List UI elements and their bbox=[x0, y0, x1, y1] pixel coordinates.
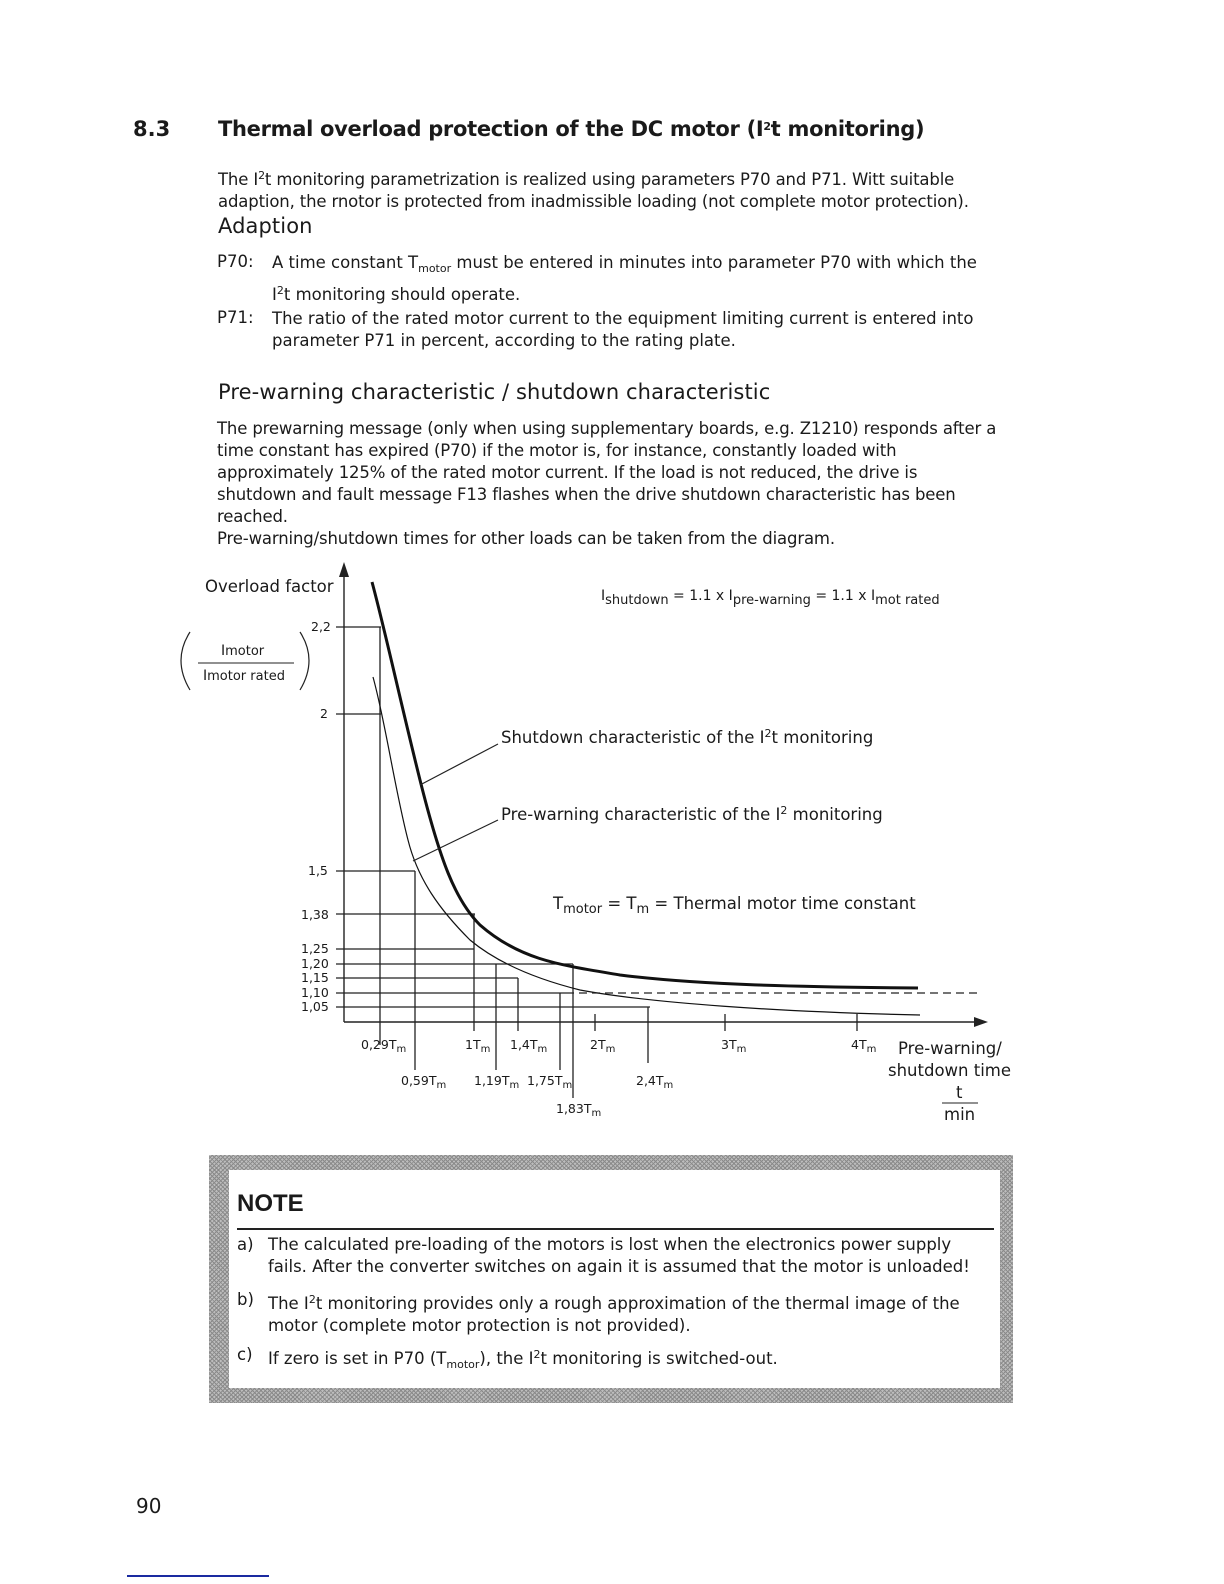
intro-sup: 2 bbox=[258, 169, 265, 182]
p71-line: parameter P71 in percent, according to the rating plate. bbox=[272, 331, 736, 350]
p71-label: P71: bbox=[217, 308, 254, 327]
shutdown-curve bbox=[372, 582, 918, 988]
x-tick-text: 4T bbox=[851, 1037, 867, 1052]
x-axis-title-line1: Pre-warning/ bbox=[898, 1039, 1002, 1058]
note-sup: 2 bbox=[308, 1293, 316, 1306]
y-frac-sub: motor rated bbox=[207, 669, 285, 684]
formula-sub: mot rated bbox=[875, 593, 940, 608]
note-sup: 2 bbox=[533, 1348, 541, 1361]
note-line: motor (complete motor protection is not provided). bbox=[268, 1316, 691, 1335]
label-text: monitoring bbox=[787, 805, 883, 824]
note-title: NOTE bbox=[237, 1190, 304, 1217]
note-text: t monitoring is switched-out. bbox=[540, 1349, 778, 1368]
x-tick-text: 3T bbox=[721, 1037, 737, 1052]
label-text: Shutdown characteristic of the I bbox=[501, 728, 765, 747]
page-number: 90 bbox=[136, 1494, 162, 1518]
label-text: T bbox=[553, 894, 564, 913]
note-content bbox=[229, 1170, 1000, 1388]
x-tick bbox=[465, 1037, 490, 1055]
p70-text-part: I bbox=[272, 285, 277, 304]
para-line: Pre-warning/shutdown times for other loads can be taken from the diagram. bbox=[217, 529, 835, 548]
adaption-heading: Adaption bbox=[218, 214, 313, 238]
formula-sub: shutdown bbox=[605, 593, 669, 608]
y-tick: 2 bbox=[320, 706, 328, 721]
p70-label: P70: bbox=[217, 252, 254, 271]
x-tick-sub: m bbox=[866, 1044, 877, 1055]
label-sup: 2 bbox=[780, 804, 788, 817]
x-tick-sub: m bbox=[562, 1080, 573, 1091]
y-frac-i: I bbox=[221, 643, 226, 659]
y-axis-arrow-icon bbox=[339, 562, 349, 577]
label-sub: motor bbox=[563, 902, 603, 917]
formula-sub: pre-warning bbox=[732, 593, 811, 608]
note-text: If zero is set in P70 (T bbox=[268, 1349, 447, 1368]
p70-text-part: must be entered in minutes into parameter P70 with which the bbox=[451, 253, 977, 272]
x-tick-text: 1T bbox=[465, 1037, 481, 1052]
para-line: The prewarning message (only when using supplementary boards, e.g. Z1210) responds after a bbox=[217, 419, 997, 438]
para-line: time constant has expired (P70) if the motor is, for instance, constantly loaded with bbox=[217, 441, 897, 460]
p70-sub: motor bbox=[418, 262, 452, 275]
note-item-label: c) bbox=[237, 1345, 253, 1364]
x-tick bbox=[721, 1037, 746, 1055]
note-item-label: b) bbox=[237, 1290, 254, 1309]
x-tick bbox=[590, 1037, 615, 1055]
label-text: = T bbox=[602, 894, 637, 913]
x-tick-sub: m bbox=[509, 1080, 520, 1091]
y-tick: 1,5 bbox=[308, 863, 328, 878]
p70-text-part: A time constant T bbox=[272, 253, 419, 272]
label-sub: m bbox=[636, 902, 650, 917]
prewarning-leader-line bbox=[413, 820, 498, 861]
x-tick-text: 2,4T bbox=[636, 1073, 664, 1088]
intro-text: t monitoring parametrization is realized using parameters P70 and P71. Witt suitable bbox=[264, 170, 955, 189]
note-sub: motor bbox=[446, 1358, 480, 1371]
para-line: approximately 125% of the rated motor current. If the load is not reduced, the drive is bbox=[217, 463, 918, 482]
shutdown-label bbox=[501, 727, 873, 747]
formula-eq: = 1.1 x bbox=[668, 588, 729, 604]
y-tick: 1,20 bbox=[301, 956, 329, 971]
x-tick-sub: m bbox=[537, 1044, 548, 1055]
x-tick-sub: m bbox=[436, 1080, 447, 1091]
note-item-text bbox=[268, 1234, 1008, 1278]
note-line: fails. After the converter switches on again it is assumed that the motor is unloaded! bbox=[268, 1257, 970, 1276]
y-tick: 1,25 bbox=[301, 941, 329, 956]
x-tick-sub: m bbox=[605, 1044, 616, 1055]
note-line: The calculated pre-loading of the motors is lost when the electronics power supply bbox=[268, 1235, 952, 1254]
intro-text: adaption, the rnotor is protected from inadmissible loading (not complete motor protection). bbox=[218, 192, 969, 211]
right-paren-icon bbox=[300, 632, 309, 690]
note-box bbox=[209, 1155, 1013, 1403]
label-text: = Thermal motor time constant bbox=[649, 894, 916, 913]
x-tick bbox=[474, 1073, 519, 1091]
section-number: 8.3 bbox=[133, 117, 171, 141]
label-sup: 2 bbox=[764, 727, 772, 740]
note-text: ), the I bbox=[479, 1349, 534, 1368]
left-paren-icon bbox=[181, 632, 190, 690]
formula-i: I bbox=[870, 588, 876, 604]
para-line: shutdown and fault message F13 flashes when the drive shutdown characteristic has been bbox=[217, 485, 956, 504]
x-tick-text: 0,29T bbox=[361, 1037, 397, 1052]
formula-eq: = 1.1 x bbox=[810, 588, 871, 604]
p70-text-part: t monitoring should operate. bbox=[283, 285, 521, 304]
note-item-text bbox=[268, 1289, 1008, 1337]
x-tick-sub: m bbox=[396, 1044, 407, 1055]
y-frac-i: I bbox=[203, 668, 208, 684]
x-tick-text: 0,59T bbox=[401, 1073, 437, 1088]
note-divider bbox=[237, 1228, 994, 1230]
characteristic-heading: Pre-warning characteristic / shutdown characteristic bbox=[218, 380, 771, 404]
y-tick: 1,15 bbox=[301, 970, 329, 985]
y-frac-denominator bbox=[203, 668, 285, 684]
title-text: Thermal overload protection of the DC motor (I bbox=[218, 117, 764, 141]
grid-lines bbox=[336, 572, 978, 1098]
formula-i: I bbox=[728, 588, 733, 604]
x-tick-sub: m bbox=[591, 1108, 602, 1119]
y-tick: 2,2 bbox=[311, 619, 331, 634]
intro-text: The I bbox=[218, 170, 259, 189]
x-tick-text: 1,19T bbox=[474, 1073, 510, 1088]
x-tick bbox=[636, 1073, 673, 1091]
x-tick-sub: m bbox=[663, 1080, 674, 1091]
label-text: Pre-warning characteristic of the I bbox=[501, 805, 781, 824]
x-frac-denominator: min bbox=[944, 1105, 976, 1124]
y-tick: 1,10 bbox=[301, 985, 329, 1000]
para-line: reached. bbox=[217, 507, 288, 526]
x-tick bbox=[851, 1037, 876, 1055]
y-axis-title: Overload factor bbox=[205, 577, 334, 596]
x-tick bbox=[527, 1073, 572, 1091]
x-tick-text: 1,4T bbox=[510, 1037, 538, 1052]
p71-line: The ratio of the rated motor current to the equipment limiting current is entered into bbox=[272, 309, 974, 328]
shutdown-leader-line bbox=[420, 744, 498, 785]
p70-sup: 2 bbox=[276, 284, 284, 297]
y-tick: 1,05 bbox=[301, 999, 329, 1014]
y-frac-numerator bbox=[221, 643, 264, 659]
x-tick bbox=[401, 1073, 446, 1091]
x-tick-text: 1,75T bbox=[527, 1073, 563, 1088]
note-item-label: a) bbox=[237, 1235, 254, 1254]
tmotor-label bbox=[553, 894, 916, 917]
x-tick bbox=[510, 1037, 547, 1055]
x-axis-title-line2: shutdown time bbox=[888, 1061, 1012, 1080]
x-tick-text: 2T bbox=[590, 1037, 606, 1052]
x-tick bbox=[361, 1037, 406, 1055]
note-item-text bbox=[268, 1344, 1008, 1376]
note-text: The I bbox=[268, 1294, 309, 1313]
y-frac-sub: motor bbox=[225, 644, 265, 659]
footer-link-underline bbox=[127, 1575, 269, 1577]
x-tick-sub: m bbox=[736, 1044, 747, 1055]
x-tick bbox=[556, 1101, 601, 1119]
x-axis-arrow-icon bbox=[974, 1017, 988, 1027]
x-tick-sub: m bbox=[480, 1044, 491, 1055]
formula-i: I bbox=[601, 588, 606, 604]
current-formula bbox=[601, 588, 940, 608]
x-frac-numerator: t bbox=[956, 1083, 963, 1102]
title-sup: 2 bbox=[763, 120, 771, 133]
title-text-end: t monitoring) bbox=[770, 117, 925, 141]
note-text: t monitoring provides only a rough approximation of the thermal image of the bbox=[315, 1294, 960, 1313]
label-text: t monitoring bbox=[771, 728, 874, 747]
x-tick-text: 1,83T bbox=[556, 1101, 592, 1116]
prewarning-label bbox=[501, 804, 883, 824]
y-tick: 1,38 bbox=[301, 907, 329, 922]
